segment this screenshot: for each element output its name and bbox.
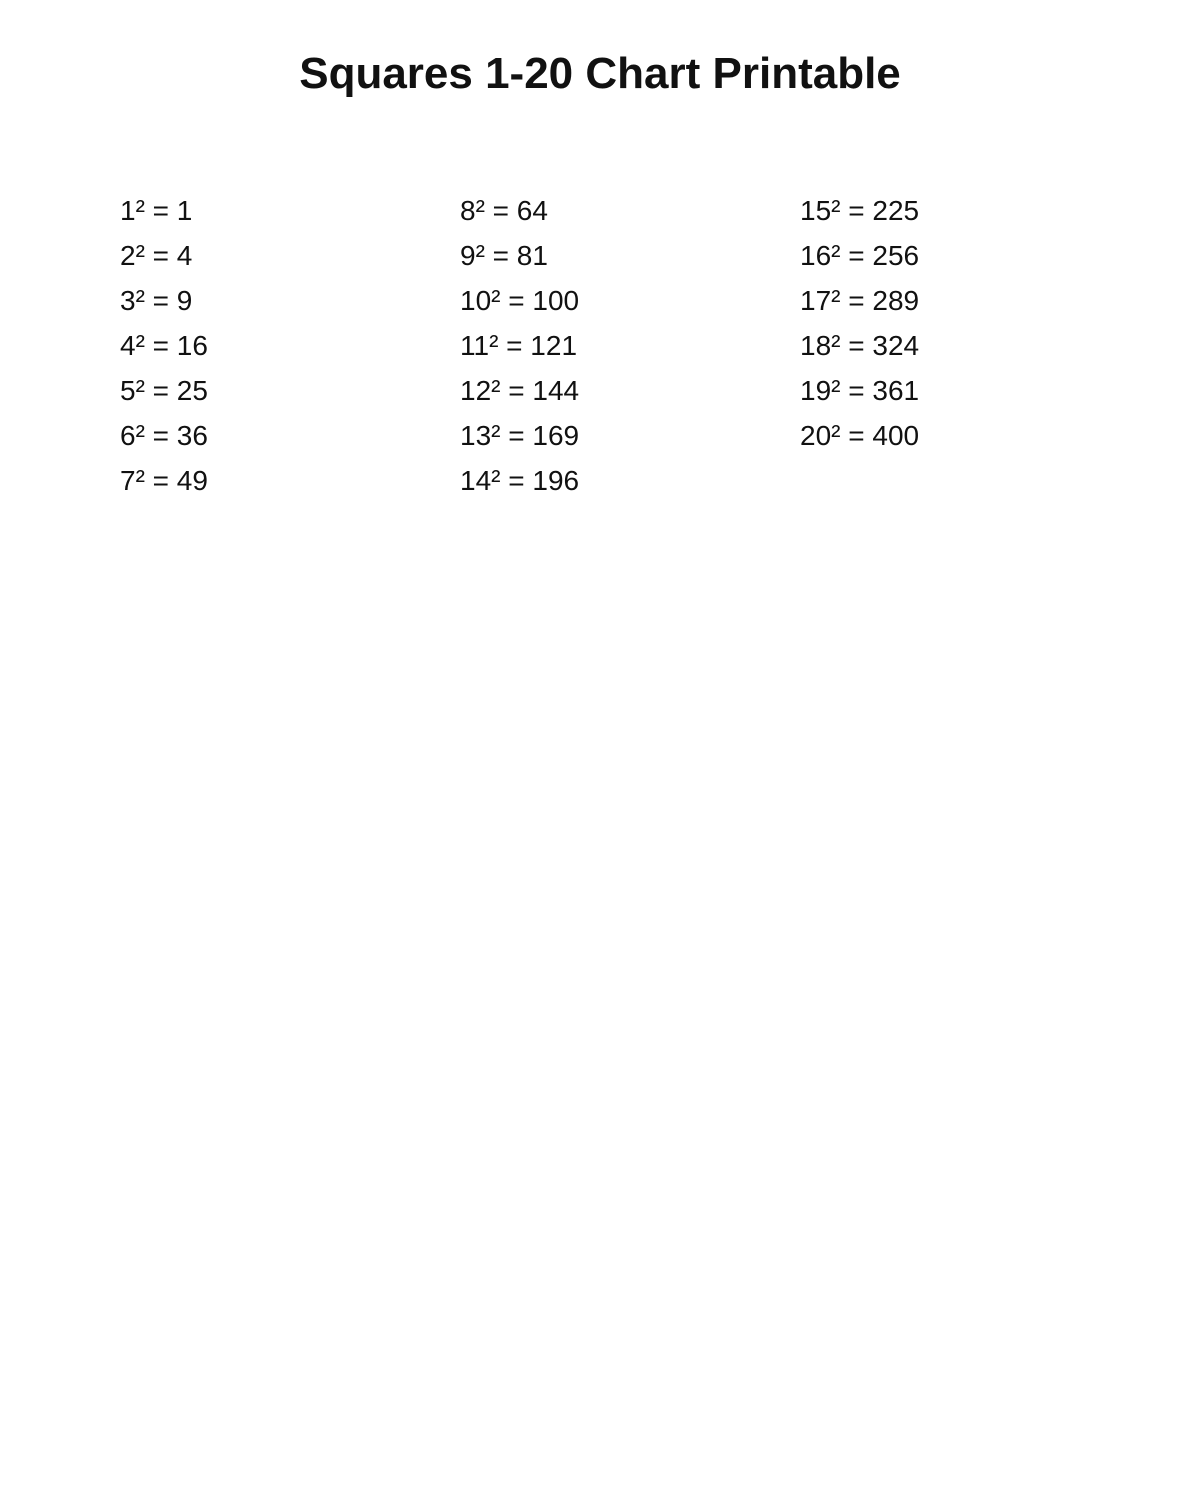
square-entry: 3² = 9 — [120, 285, 193, 316]
square-entry: 8² = 64 — [460, 195, 548, 226]
square-entry: 14² = 196 — [460, 465, 580, 496]
square-entry: 4² = 16 — [120, 330, 208, 361]
square-entry: 6² = 36 — [120, 420, 208, 451]
square-entry: 17² = 289 — [800, 285, 920, 316]
square-entry: 13² = 169 — [460, 420, 580, 451]
squares-chart — [120, 188, 1120, 518]
square-entry: 5² = 25 — [120, 375, 208, 406]
squares-column-3 — [800, 188, 1120, 458]
square-entry: 9² = 81 — [460, 240, 548, 271]
square-entry: 11² = 121 — [460, 330, 578, 361]
square-entry: 18² = 324 — [800, 330, 920, 361]
square-entry: 1² = 1 — [120, 195, 193, 226]
squares-column-2 — [460, 188, 780, 503]
squares-column-1 — [120, 188, 440, 503]
square-entry: 12² = 144 — [460, 375, 580, 406]
square-entry: 7² = 49 — [120, 465, 208, 496]
square-entry: 2² = 4 — [120, 240, 193, 271]
square-entry: 10² = 100 — [460, 285, 580, 316]
square-entry: 19² = 361 — [800, 375, 920, 406]
page-title: Squares 1-20 Chart Printable — [299, 49, 901, 98]
square-entry: 16² = 256 — [800, 240, 920, 271]
square-entry: 15² = 225 — [800, 195, 920, 226]
square-entry: 20² = 400 — [800, 420, 920, 451]
